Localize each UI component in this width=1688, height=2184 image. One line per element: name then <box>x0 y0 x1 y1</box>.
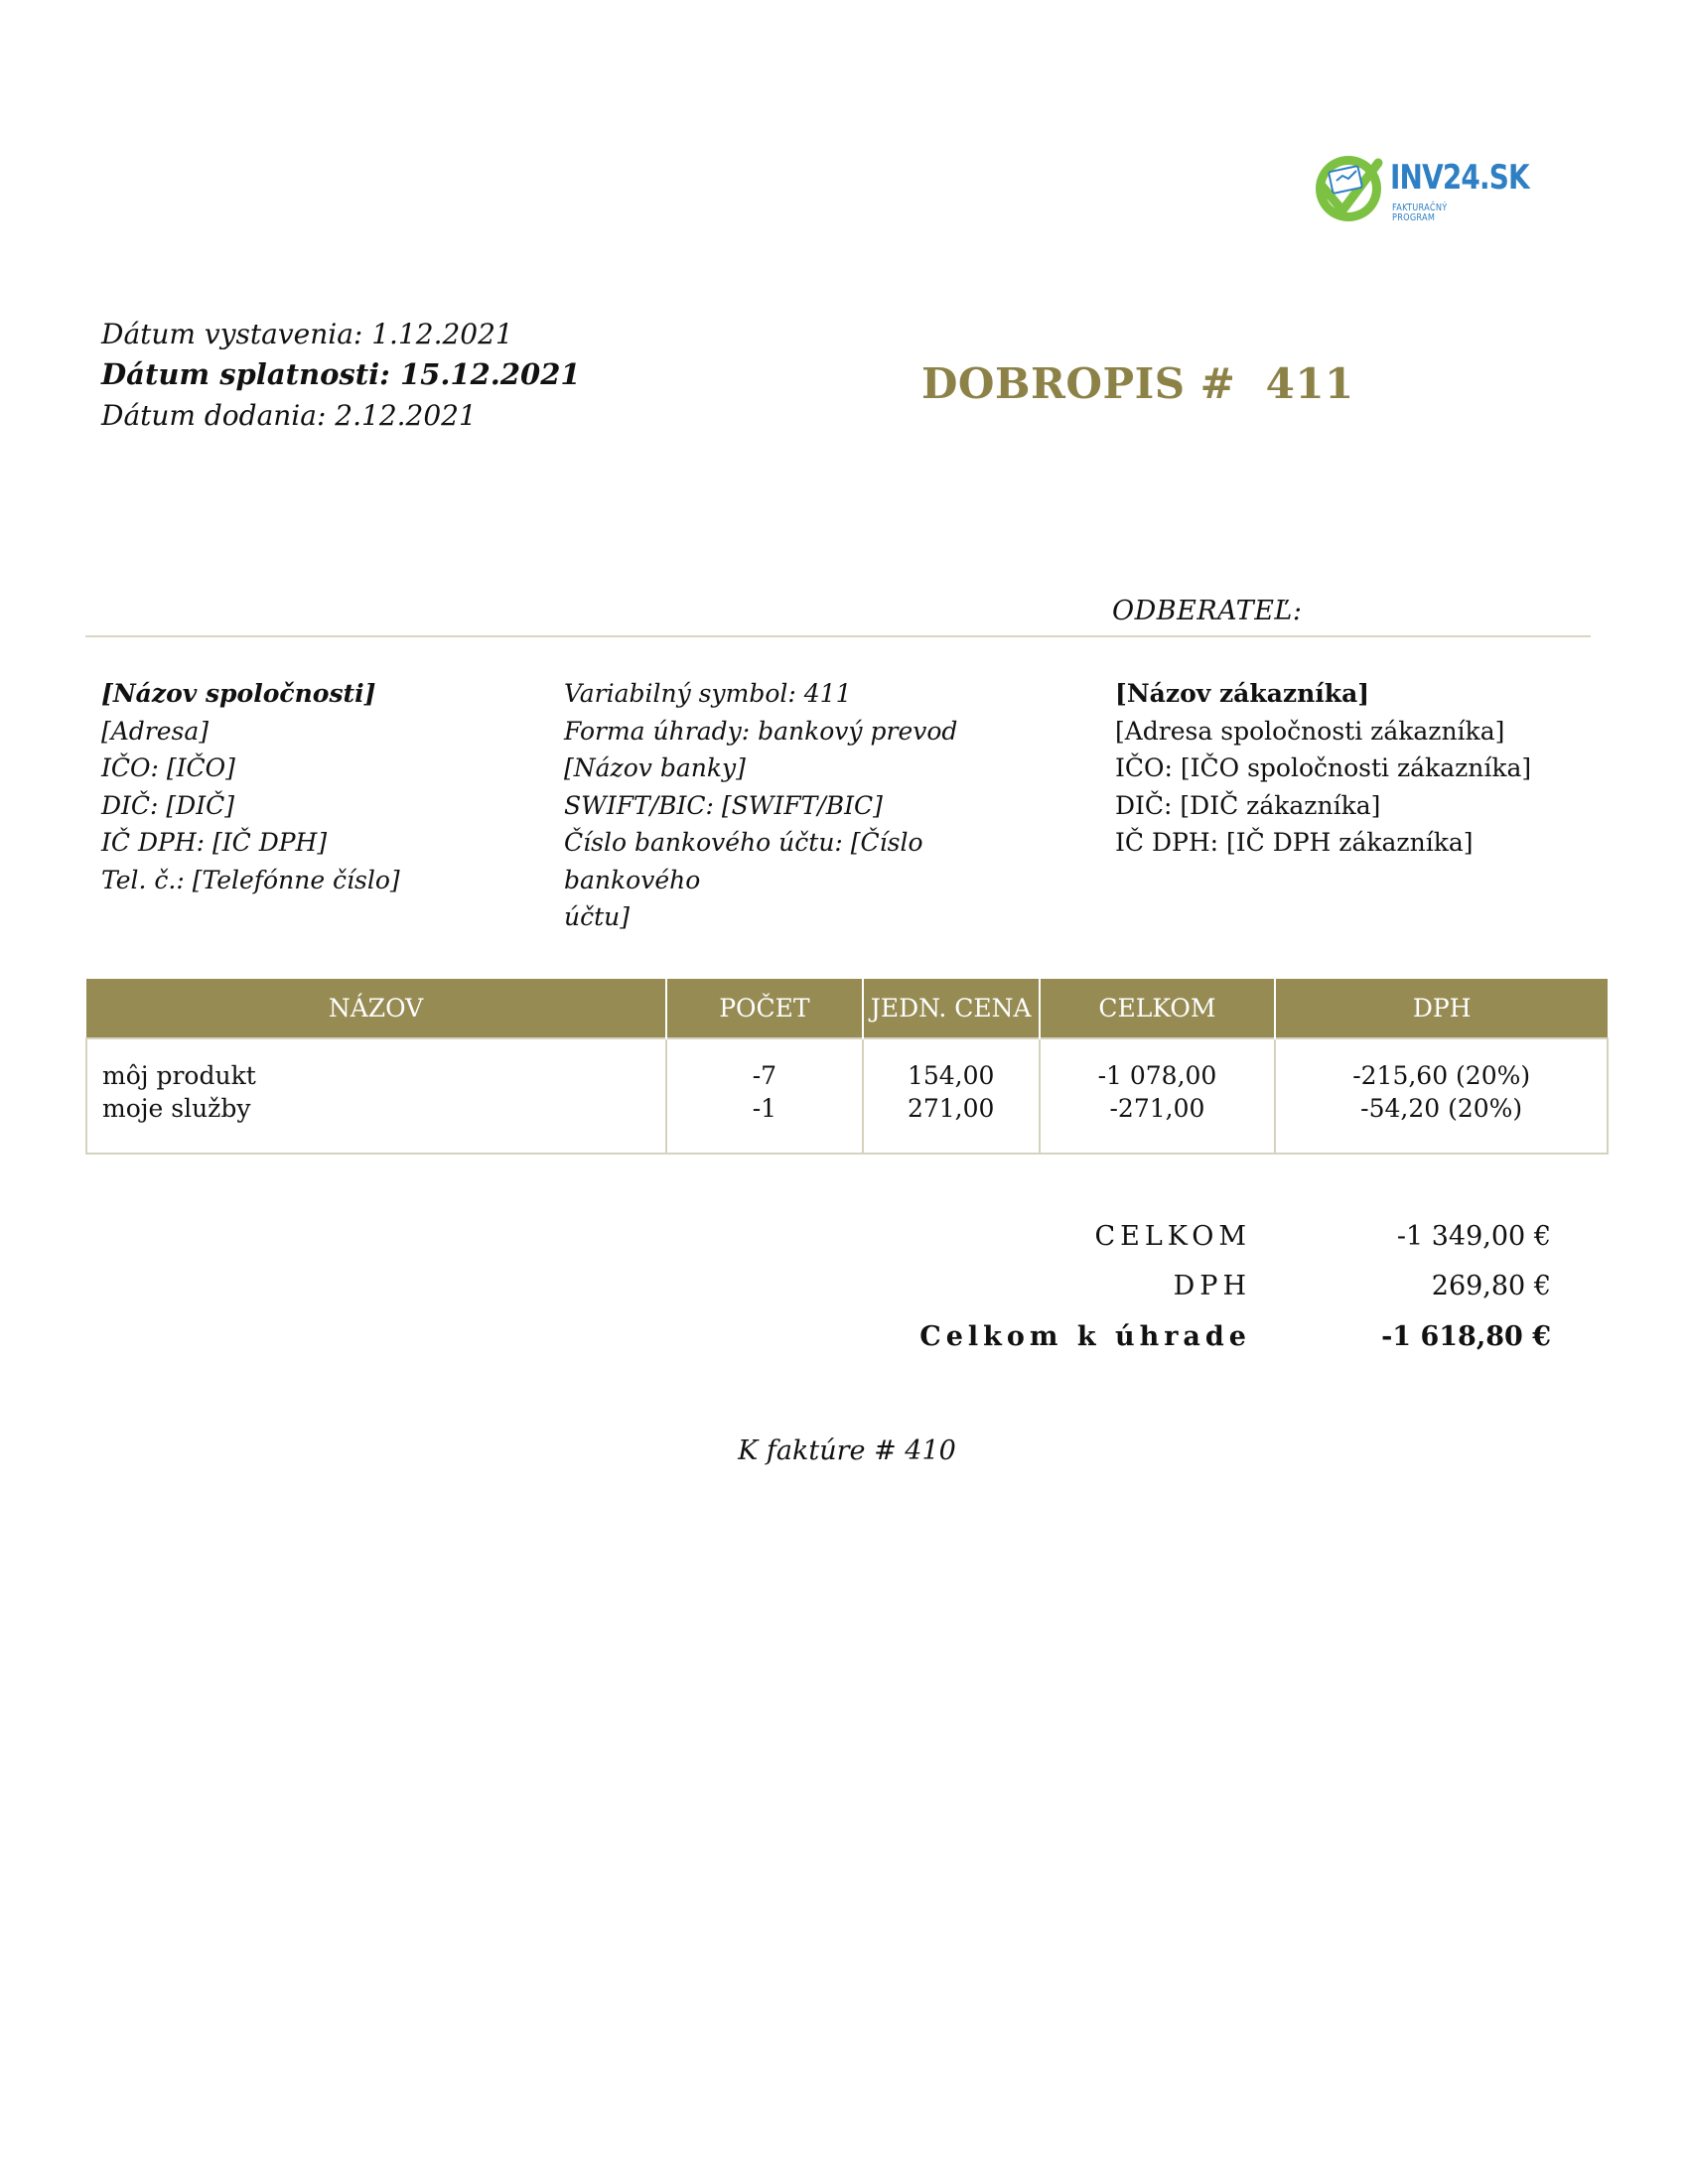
swift-bic: SWIFT/BIC: [SWIFT/BIC] <box>564 790 883 820</box>
supplier-info <box>101 675 400 898</box>
vat-total-label: DPH <box>1173 1271 1251 1301</box>
item-vat: -54,20 (20%) <box>1360 1094 1523 1123</box>
variable-symbol: Variabilný symbol: 411 <box>564 679 852 708</box>
issue-date: Dátum vystavenia: 1.12.2021 <box>101 318 513 350</box>
supplier-ic-dph: IČ DPH: [IČ DPH] <box>101 828 328 857</box>
table-row <box>86 1038 1608 1154</box>
items-table <box>85 979 1609 1155</box>
table-header-row <box>86 979 1608 1038</box>
subtotal-value: -1 349,00 € <box>1396 1221 1551 1252</box>
item-name: moje služby <box>102 1094 251 1123</box>
supplier-dic: DIČ: [DIČ] <box>101 790 234 820</box>
customer-address: [Adresa spoločnosti zákazníka] <box>1115 716 1505 746</box>
item-total: -1 078,00 <box>1097 1061 1217 1090</box>
cell-unit-price <box>863 1038 1040 1154</box>
cell-vat <box>1275 1038 1608 1154</box>
payment-info <box>564 675 1041 936</box>
grand-total-label: Celkom k úhrade <box>919 1321 1251 1352</box>
invoice-reference: K faktúre # 410 <box>738 1435 956 1466</box>
customer-heading: ODBERATEĽ: <box>1112 596 1303 626</box>
grand-total-value: -1 618,80 € <box>1381 1321 1551 1352</box>
item-unit-price: 154,00 <box>907 1061 995 1090</box>
customer-ic-dph: IČ DPH: [IČ DPH zákazníka] <box>1115 828 1474 857</box>
vat-total-value: 269,80 € <box>1431 1271 1551 1301</box>
logo-tagline: FAKTURAČNÝ PROGRAM <box>1392 203 1448 223</box>
customer-info <box>1115 675 1531 862</box>
customer-ico: IČO: [IČO spoločnosti zákazníka] <box>1115 753 1532 782</box>
dates-block <box>101 314 581 436</box>
cell-qty <box>666 1038 863 1154</box>
column-header-total: CELKOM <box>1040 979 1276 1038</box>
customer-dic: DIČ: [DIČ zákazníka] <box>1115 790 1381 820</box>
subtotal-label: CELKOM <box>1094 1221 1251 1252</box>
supplier-phone: Tel. č.: [Telefónne číslo] <box>101 865 400 894</box>
item-vat: -215,60 (20%) <box>1352 1061 1531 1090</box>
customer-name: [Názov zákazníka] <box>1115 679 1370 708</box>
column-header-qty: POČET <box>666 979 863 1038</box>
bank-account-line-2: účtu] <box>564 902 631 931</box>
item-total: -271,00 <box>1109 1094 1205 1123</box>
supplier-address: [Adresa] <box>101 716 210 746</box>
item-name: môj produkt <box>102 1061 256 1090</box>
item-qty: -7 <box>752 1061 777 1090</box>
item-unit-price: 271,00 <box>907 1094 995 1123</box>
logo-brand: INV24.SK <box>1390 158 1529 198</box>
company-logo <box>1313 151 1529 228</box>
column-header-vat: DPH <box>1275 979 1608 1038</box>
header-divider <box>85 635 1591 637</box>
cell-total <box>1040 1038 1276 1154</box>
bank-account-line-1: Číslo bankového účtu: [Číslo bankového <box>564 828 923 894</box>
supplier-name: [Názov spoločnosti] <box>101 679 376 708</box>
due-date: Dátum splatnosti: 15.12.2021 <box>101 357 581 391</box>
column-header-name: NÁZOV <box>86 979 666 1038</box>
supplier-ico: IČO: [IČO] <box>101 753 235 782</box>
payment-method: Forma úhrady: bankový prevod <box>564 716 958 746</box>
bank-name: [Názov banky] <box>564 753 746 782</box>
item-qty: -1 <box>752 1094 777 1123</box>
column-header-unit-price: JEDN. CENA <box>863 979 1040 1038</box>
document-title: DOBROPIS # 411 <box>921 359 1354 408</box>
cell-names <box>86 1038 666 1154</box>
delivery-date: Dátum dodania: 2.12.2021 <box>101 399 477 432</box>
logo-check-icon <box>1313 151 1386 224</box>
